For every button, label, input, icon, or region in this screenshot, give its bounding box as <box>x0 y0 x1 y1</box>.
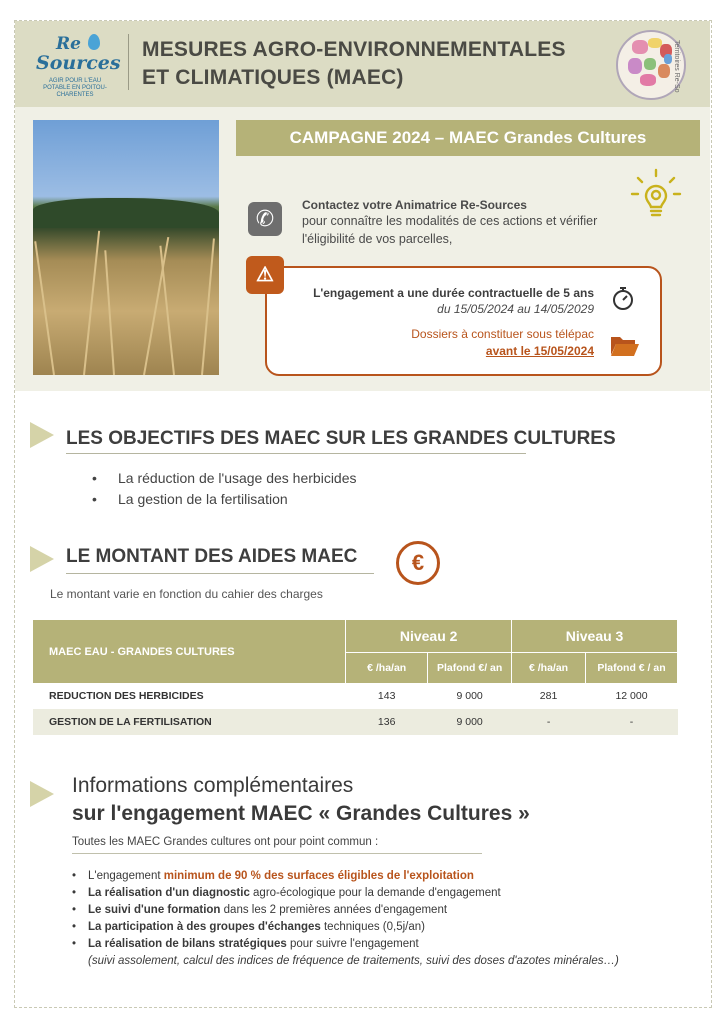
table-cell: 9 000 <box>428 709 512 735</box>
info-item: • La réalisation d'un diagnostic agro-écologique pour la demande d'engagement <box>72 887 501 899</box>
logo-sources: Sources <box>36 52 121 74</box>
header-divider <box>128 34 129 90</box>
campaign-banner: CAMPAGNE 2024 – MAEC Grandes Cultures <box>236 120 700 156</box>
page-title-line2: ET CLIMATIQUES (MAEC) <box>142 66 404 89</box>
table-cell: - <box>586 709 678 735</box>
info-title-line1: Informations complémentaires <box>72 774 354 797</box>
arrow-bullet-icon <box>30 422 54 448</box>
amounts-subtitle: Le montant varie en fonction du cahier des charges <box>50 587 323 601</box>
table-cell: 143 <box>377 690 396 702</box>
map-caption: Territoires Re-So <box>673 40 680 93</box>
dossiers-text: Dossiers à constituer sous télépac <box>411 327 594 341</box>
logo-tagline: AGIR POUR L'EAU POTABLE EN POITOU-CHARENTES <box>43 78 107 98</box>
table-row <box>33 683 678 709</box>
info-item: • La participation à des groupes d'échanges techniques (0,5j/an) <box>72 921 425 933</box>
row-label: GESTION DE LA FERTILISATION <box>33 709 346 735</box>
table-main-header: MAEC EAU - GRANDES CULTURES <box>33 620 346 683</box>
table-level2-header: Niveau 2 <box>346 620 512 653</box>
warning-icon: ⚠ <box>246 256 284 294</box>
wheat-field-photo <box>33 120 219 375</box>
table-subheader: Plafond € / an <box>586 653 678 684</box>
stopwatch-icon <box>610 285 636 311</box>
table-subheader: € /ha/an <box>512 653 586 684</box>
arrow-bullet-icon <box>30 546 54 572</box>
table-subheader: Plafond €/ an <box>428 653 512 684</box>
amounts-heading: LE MONTANT DES AIDES MAEC <box>66 546 358 567</box>
aid-amounts-table <box>33 620 678 735</box>
table-cell: 136 <box>346 709 428 735</box>
info-item: • La réalisation de bilans stratégiques pour suivre l'engagement <box>72 938 419 950</box>
amounts-underline <box>66 573 374 574</box>
table-level3-header: Niveau 3 <box>512 620 678 653</box>
info-item: • Le suivi d'une formation dans les 2 premières années d'engagement <box>72 904 448 916</box>
table-cell: - <box>512 709 586 735</box>
objectives-underline <box>66 453 526 454</box>
arrow-bullet-icon <box>30 781 54 807</box>
table-subheader: € /ha/an <box>346 653 428 684</box>
info-title-line2: sur l'engagement MAEC « Grandes Cultures » <box>72 802 530 825</box>
objectives-heading: LES OBJECTIFS DES MAEC SUR LES GRANDES CULTURES <box>66 428 616 449</box>
table-cell: 281 <box>539 690 558 702</box>
re-sources-logo <box>36 32 121 98</box>
folder-icon <box>610 333 640 357</box>
contact-text-1: pour connaître les modalités de ces actions et vérifier <box>302 214 598 228</box>
info-item: • L'engagement minimum de 90 % des surfaces éligibles de l'exploitation <box>72 870 474 882</box>
engagement-box <box>265 266 662 376</box>
objective-item: • La gestion de la fertilisation <box>92 491 288 507</box>
objective-item: • La réduction de l'usage des herbicides <box>92 470 357 486</box>
engagement-duration: L'engagement a une durée contractuelle de 5 ans <box>313 286 594 300</box>
table-cell: 9 000 <box>456 690 483 702</box>
engagement-dates: du 15/05/2024 au 14/05/2029 <box>437 302 594 316</box>
table-row <box>33 709 678 735</box>
row-label: REDUCTION DES HERBICIDES <box>49 690 204 702</box>
water-drop-icon <box>88 34 100 50</box>
lightbulb-gear-icon <box>628 166 684 222</box>
dossiers-deadline: avant le 15/05/2024 <box>485 344 594 358</box>
table-cell: 12 000 <box>615 690 648 702</box>
contact-text-2: l'éligibilité de vos parcelles, <box>302 232 453 246</box>
contact-heading: Contactez votre Animatrice Re-Sources <box>302 198 527 212</box>
page-title-line1: MESURES AGRO-ENVIRONNEMENTALES <box>142 38 566 61</box>
info-underline <box>72 853 482 854</box>
info-subtitle: Toutes les MAEC Grandes cultures ont pour point commun : <box>72 836 379 848</box>
info-note: (suivi assolement, calcul des indices de fréquence de traitements, suivi des doses d'azotes minérales…) <box>88 955 619 967</box>
phone-icon: ✆ <box>248 202 282 236</box>
euro-icon: € <box>396 541 440 585</box>
logo-re: Re <box>56 34 81 54</box>
